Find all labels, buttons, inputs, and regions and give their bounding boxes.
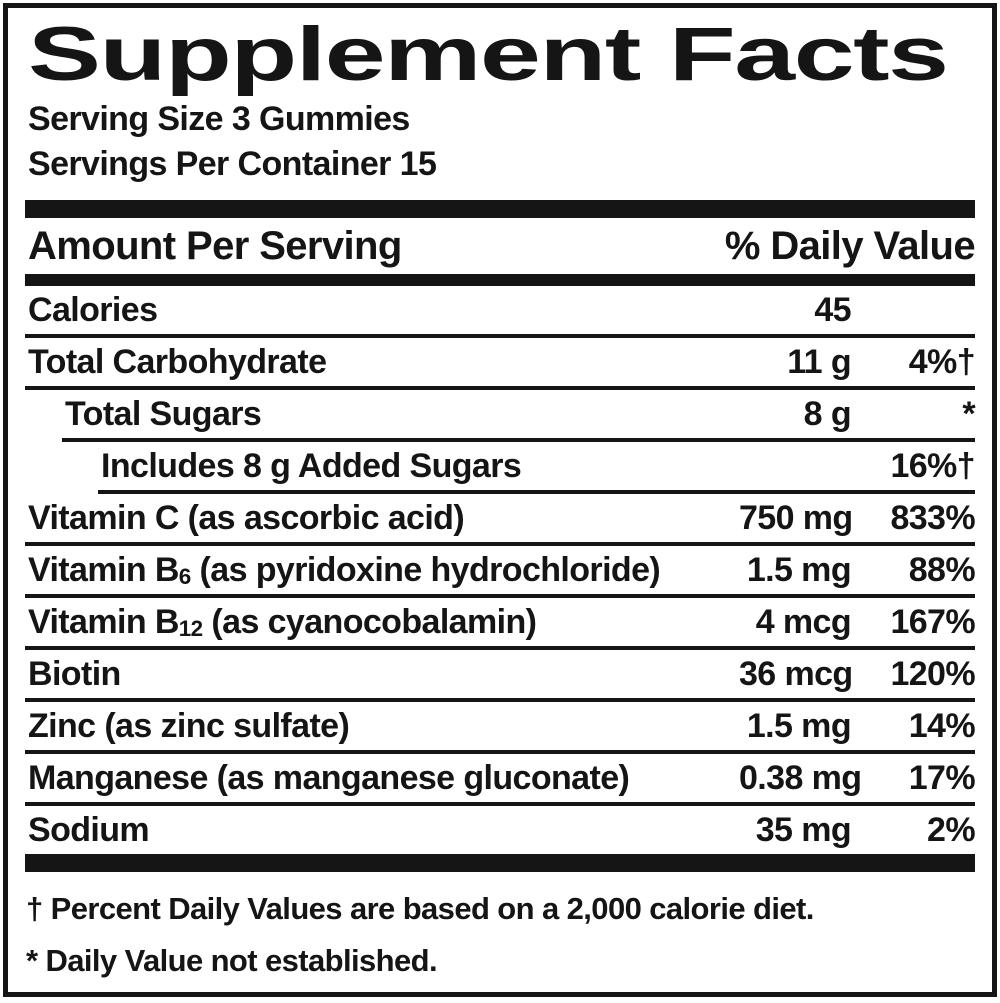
nutrient-row: [25, 598, 975, 646]
nutrient-name: Includes 8 g Added Sugars: [101, 446, 522, 485]
nutrient-row: [25, 754, 975, 802]
nutrient-row: [25, 442, 975, 490]
nutrient-daily-value: 833%: [890, 498, 975, 537]
amount-per-serving-header: Amount Per Serving: [28, 223, 402, 268]
nutrient-amount: 8 g: [803, 394, 851, 433]
column-header-row: [25, 218, 975, 274]
nutrient-name: Vitamin $B_6$ (as pyridoxine hydrochloride): [28, 550, 661, 589]
nutrient-amount: 35 mg: [755, 810, 851, 849]
nutrient-row: [25, 390, 975, 438]
thick-divider-top: [25, 200, 975, 218]
nutrient-amount: 11 g: [787, 342, 851, 381]
nutrient-daily-value: 2%: [927, 810, 975, 849]
nutrient-daily-value: 167%: [890, 602, 975, 641]
nutrient-amount: 36 mcg: [739, 654, 853, 693]
nutrient-name: Sodium: [28, 810, 150, 849]
nutrient-row: [25, 286, 975, 334]
percent-daily-value-header: % Daily Value: [724, 223, 975, 268]
nutrient-daily-value: 4%†: [908, 342, 975, 381]
footnote: * Daily Value not established.: [26, 943, 437, 978]
nutrient-row: [25, 806, 975, 854]
servings-per-container-text: Servings Per Container 15: [28, 145, 437, 183]
nutrient-name: Calories: [28, 290, 158, 329]
footnotes: [25, 872, 975, 981]
panel-title: [28, 12, 975, 97]
nutrient-name: Zinc (as zinc sulfate): [28, 706, 350, 745]
nutrient-row: [25, 494, 975, 542]
nutrient-amount: 4 mcg: [755, 602, 851, 641]
nutrient-amount: 750 mg: [739, 498, 853, 537]
nutrient-row: [25, 650, 975, 698]
vitamin-subscript: 12: [178, 615, 203, 641]
panel-title-text: Supplement Facts: [28, 12, 948, 97]
nutrient-amount: 1.5 mg: [746, 550, 851, 589]
medium-divider-header: [25, 274, 975, 286]
thick-divider-bottom: [25, 854, 975, 872]
nutrient-name: Vitamin C (as ascorbic acid): [28, 498, 465, 537]
nutrient-amount: 0.38 mg: [739, 758, 862, 797]
nutrient-amount: 1.5 mg: [746, 706, 851, 745]
nutrient-name: Biotin: [28, 654, 121, 693]
nutrient-amount: 45: [814, 290, 851, 329]
nutrient-daily-value: 16%†: [890, 446, 975, 485]
nutrient-daily-value: 17%: [908, 758, 975, 797]
nutrient-row: [25, 338, 975, 386]
nutrient-daily-value: 120%: [890, 654, 975, 693]
nutrient-row: [25, 546, 975, 594]
nutrient-name: Total Sugars: [65, 394, 262, 433]
nutrient-daily-value: 88%: [908, 550, 975, 589]
supplement-facts-panel: [3, 3, 997, 997]
vitamin-subscript: 6: [178, 563, 191, 589]
nutrient-name: Total Carbohydrate: [28, 342, 327, 381]
nutrient-table: [25, 286, 975, 854]
nutrient-daily-value: 14%: [908, 706, 975, 745]
nutrient-name: Vitamin $B_{12}$ (as cyanocobalamin): [28, 602, 537, 641]
footnote: † Percent Daily Values are based on a 2,000 calorie diet.: [26, 891, 814, 926]
serving-size-text: Serving Size 3 Gummies: [28, 100, 410, 138]
nutrient-row: [25, 702, 975, 750]
nutrient-name: Manganese (as manganese gluconate): [28, 758, 630, 797]
nutrient-daily-value: *: [962, 394, 975, 433]
